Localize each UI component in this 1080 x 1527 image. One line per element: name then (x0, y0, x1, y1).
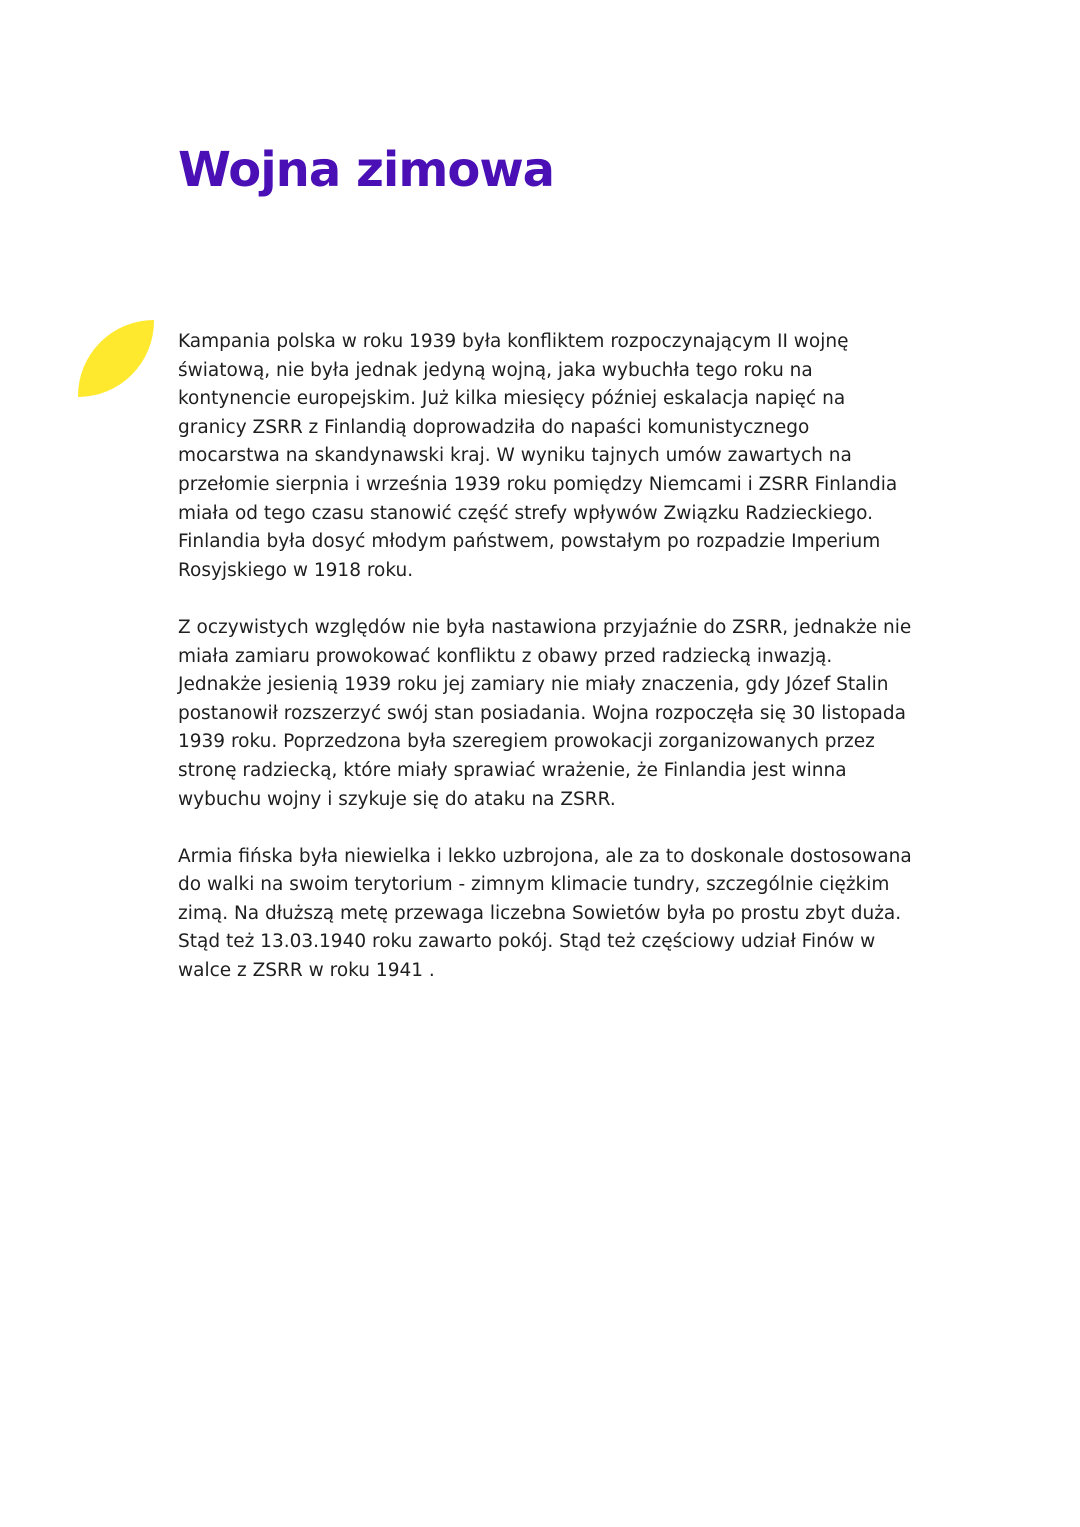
text-line: Jednakże jesienią 1939 roku jej zamiary nie miały znaczenia, gdy Józef Stalin (178, 674, 889, 696)
text-line: zimą. Na dłuższą metę przewaga liczebna Sowietów była po prostu zbyt duża. (178, 902, 902, 924)
body-text (178, 328, 968, 1014)
text-line: Z oczywistych względów nie była nastawiona przyjaźnie do ZSRR, jednakże nie (178, 616, 912, 638)
text-line: Kampania polska w roku 1939 była konfliktem rozpoczynającym II wojnę (178, 331, 849, 352)
text-line: Stąd też 13.03.1940 roku zawarto pokój. Stąd też częściowy udział Finów w (178, 931, 876, 953)
text-line: Finlandia była dosyć młodym państwem, powstałym po rozpadzie Imperium (178, 531, 881, 553)
text-line: walce z ZSRR w roku 1941 . (178, 960, 435, 982)
text-line: do walki na swoim terytorium - zimnym klimacie tundry, szczególnie ciężkim (178, 874, 890, 896)
paragraph-2 (178, 614, 968, 814)
text-line: mocarstwa na skandynawski kraj. W wyniku tajnych umów zawartych na (178, 445, 852, 467)
decorative-leaf-shape (78, 320, 154, 397)
text-line: postanowił rozszerzyć swój stan posiadania. Wojna rozpoczęła się 30 listopada (178, 702, 906, 724)
text-line: miała od tego czasu stanowić część strefy wpływów Związku Radzieckiego. (178, 502, 874, 524)
page-title: Wojna zimowa (178, 142, 555, 198)
text-line: wybuchu wojny i szykuje się do ataku na ZSRR. (178, 788, 616, 810)
text-line: Rosyjskiego w 1918 roku. (178, 559, 414, 581)
paragraph-1 (178, 328, 968, 585)
text-line: 1939 roku. Poprzedzona była szeregiem prowokacji zorganizowanych przez (178, 731, 875, 753)
text-line: granicy ZSRR z Finlandią doprowadziła do napaści komunistycznego (178, 416, 810, 438)
text-line: światową, nie była jednak jedyną wojną, jaka wybuchła tego roku na (178, 359, 813, 381)
text-line: miała zamiaru prowokować konfliktu z obawy przed radziecką inwazją. (178, 645, 833, 667)
text-line: stronę radziecką, które miały sprawiać wrażenie, że Finlandia jest winna (178, 759, 847, 781)
text-line: przełomie sierpnia i września 1939 roku pomiędzy Niemcami i ZSRR Finlandia (178, 473, 898, 495)
text-line: Armia fińska była niewielka i lekko uzbrojona, ale za to doskonale dostosowana (178, 845, 912, 867)
text-line: kontynencie europejskim. Już kilka miesięcy później eskalacja napięć na (178, 388, 846, 410)
paragraph-3 (178, 843, 968, 986)
